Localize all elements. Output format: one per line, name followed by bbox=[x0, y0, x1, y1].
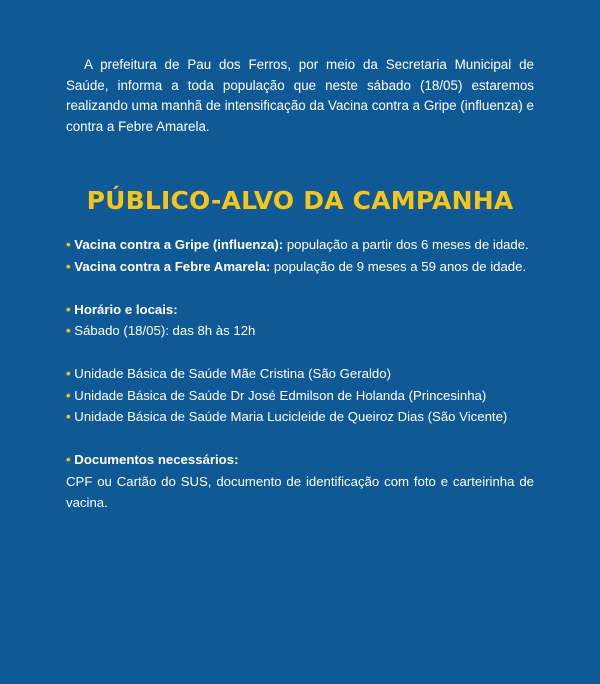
location-item: • Unidade Básica de Saúde Maria Lucicleide de Queiroz Dias (São Vicente) bbox=[66, 409, 508, 424]
schedule-heading: • Horário e locais: bbox=[66, 301, 178, 317]
location-item: • Unidade Básica de Saúde Mãe Cristina (São Geraldo) bbox=[66, 366, 391, 381]
target-item-yellow-fever bbox=[66, 256, 534, 278]
target-label: Vacina contra a Febre Amarela: bbox=[74, 258, 271, 274]
bullet-icon: • bbox=[66, 258, 71, 274]
bullet-icon: • bbox=[66, 387, 71, 403]
page-title: PÚBLICO-ALVO DA CAMPANHA bbox=[86, 186, 514, 215]
bullet-icon: • bbox=[66, 366, 71, 381]
target-text: população a partir dos 6 meses de idade. bbox=[283, 237, 529, 252]
bullet-icon: • bbox=[66, 237, 71, 252]
bullet-icon: • bbox=[66, 301, 71, 317]
documents-heading: • Documentos necessários: bbox=[66, 452, 239, 467]
target-text: população de 9 meses a 59 anos de idade. bbox=[270, 258, 527, 274]
documents-text: CPF ou Cartão do SUS, documento de identificação com foto e carteirinha de vacina. bbox=[66, 473, 534, 510]
bullet-icon: • bbox=[66, 452, 71, 467]
bullet-icon: • bbox=[66, 409, 71, 424]
schedule-time: • Sábado (18/05): das 8h às 12h bbox=[66, 323, 256, 338]
notice-body bbox=[66, 234, 534, 514]
target-label: Vacina contra a Gripe (influenza): bbox=[74, 237, 284, 252]
location-item: • Unidade Básica de Saúde Dr José Edmilson de Holanda (Princesinha) bbox=[66, 387, 487, 403]
intro-paragraph: A prefeitura de Pau dos Ferros, por meio da Secretaria Municipal de Saúde, informa a toda população que neste sábado (18/05) estaremos realizando uma manhã de intensificação da Vacina contra a Gripe (influenza) e contra a Febre Amarela. bbox=[66, 57, 534, 134]
target-item-flu bbox=[66, 234, 534, 256]
bullet-icon: • bbox=[66, 323, 71, 338]
